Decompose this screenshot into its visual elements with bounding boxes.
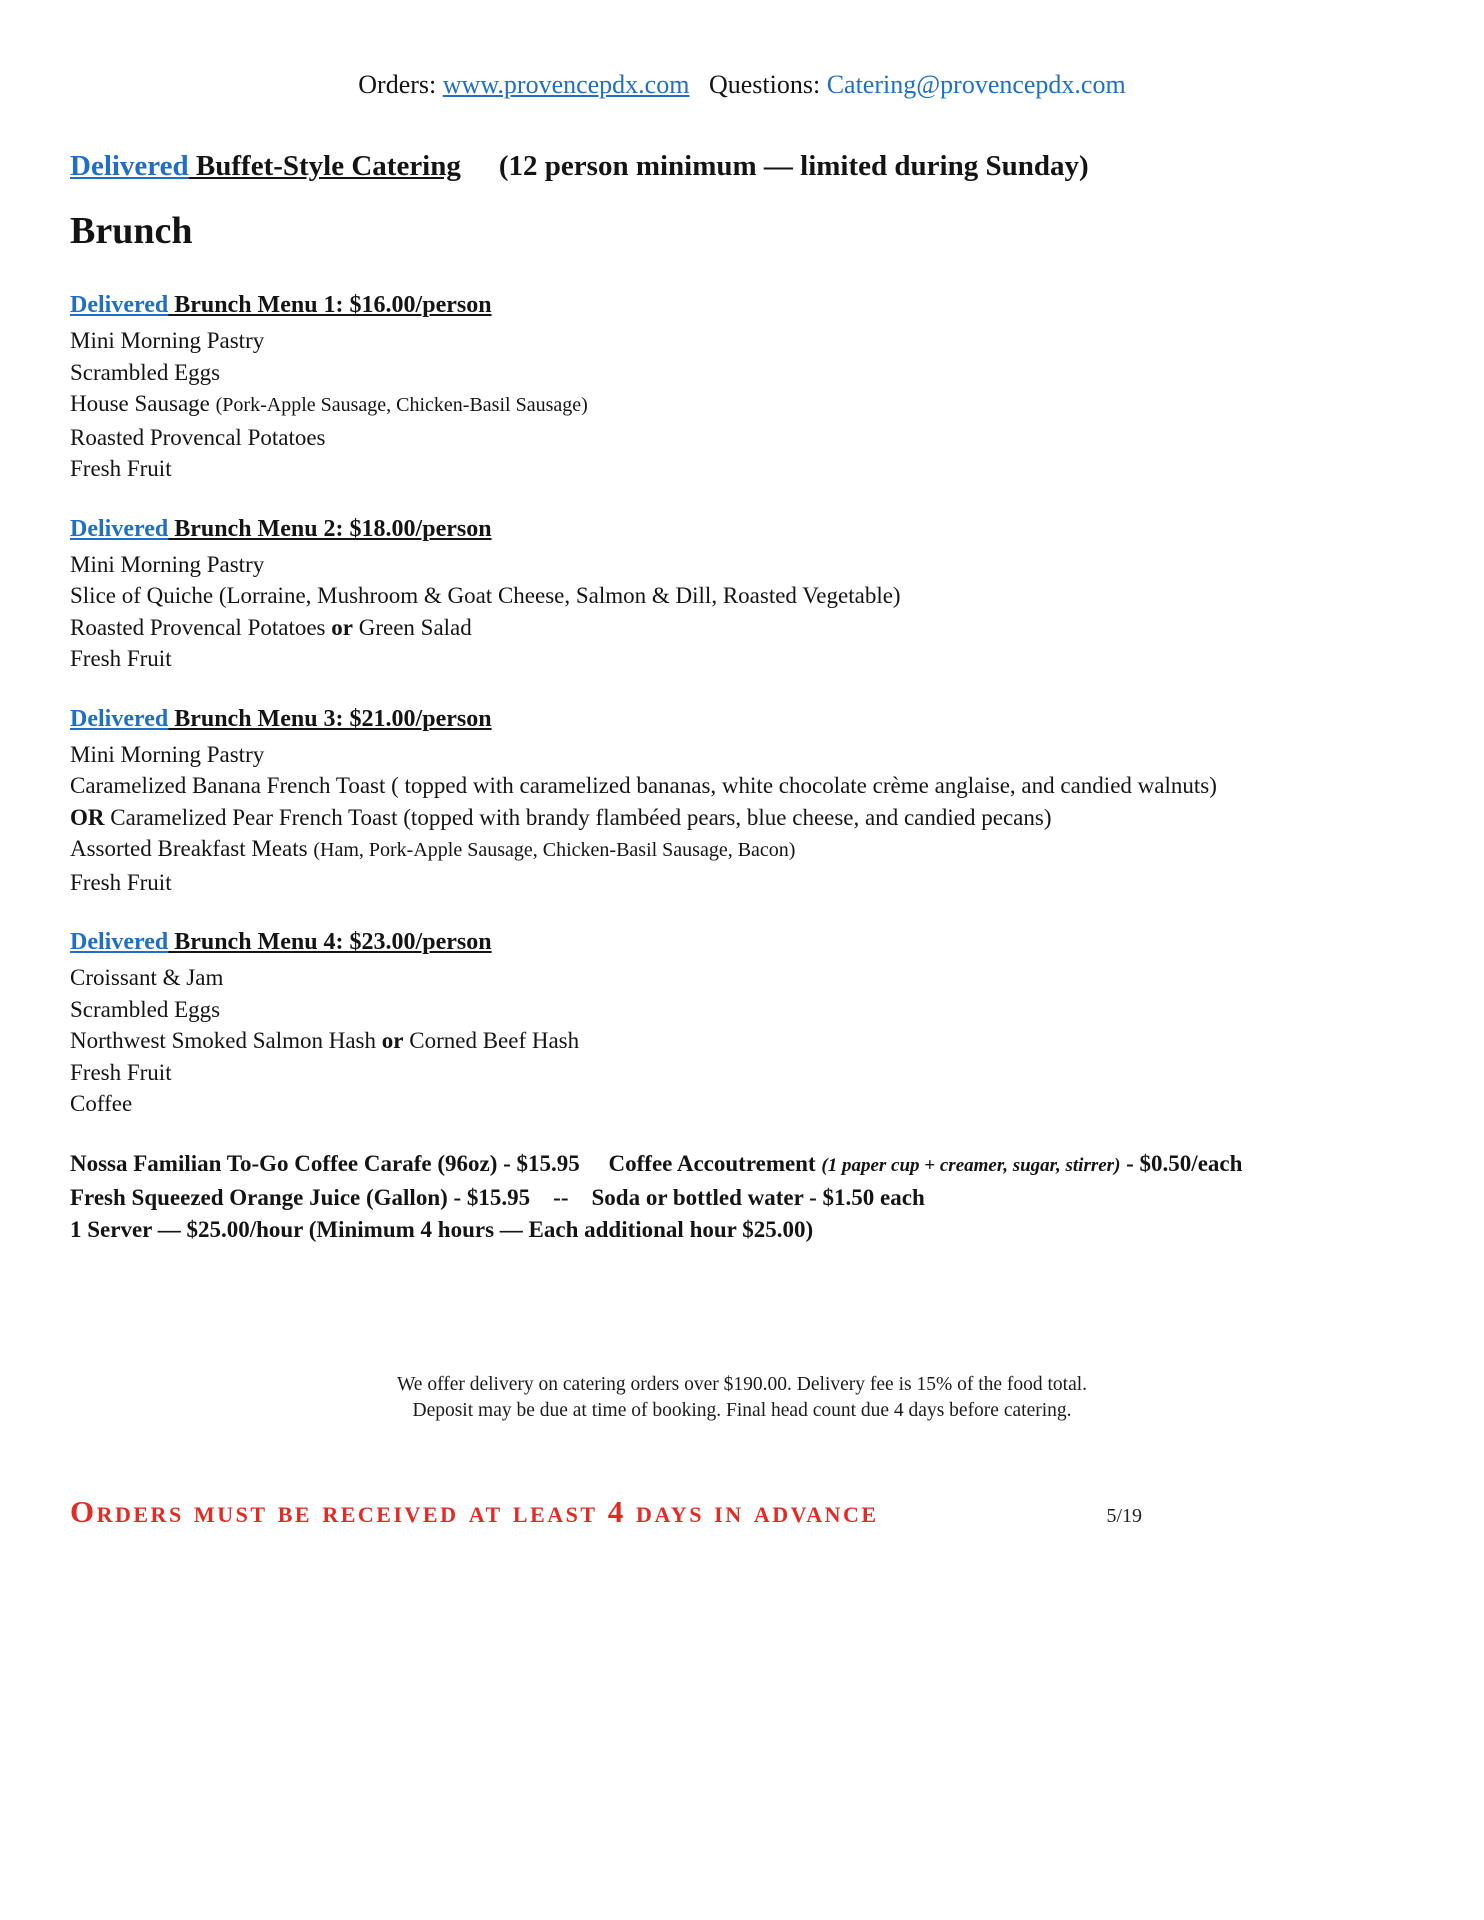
page-number: 5/19 [1106, 1504, 1142, 1527]
menu-item-text: Mini Morning Pastry [70, 328, 265, 353]
section-title-brunch: Brunch [70, 210, 193, 252]
extras-block [70, 1148, 1414, 1246]
menu-item-text: Caramelized Pear French Toast (topped with brandy flambéed pears, blue cheese, and candied pecans) [104, 804, 1052, 830]
menu-section [70, 289, 1414, 485]
menu-item-text: Mini Morning Pastry [70, 551, 265, 577]
extra-line [70, 1214, 1414, 1246]
menu-item-text: Scrambled Eggs [70, 996, 221, 1022]
menu-section [70, 703, 1414, 899]
menu-item [70, 325, 1414, 357]
delivery-note-line2: Deposit may be due at time of booking. Final head count due 4 days before catering. [412, 1399, 1072, 1421]
advance-notice: Orders must be received at least 4 days in advance [70, 1493, 879, 1529]
menu-heading-delivered: Delivered [70, 515, 169, 542]
questions-label: Questions: [689, 70, 827, 99]
menu-section [70, 513, 1414, 675]
menu-item-text: Corned Beef Hash [403, 1028, 580, 1053]
menu-heading-rest: Brunch Menu 1: $16.00/person [168, 292, 492, 318]
menu-item-text: Fresh Fruit [70, 646, 172, 671]
extra-line-text: 1 Server — $25.00/hour (Minimum 4 hours — Each additional hour $25.00) [70, 1216, 814, 1242]
menu-item [70, 1025, 1414, 1057]
menu-heading [70, 289, 1414, 321]
menu-item-text: Assorted Breakfast Meats [70, 836, 314, 861]
menu-item-text: OR [70, 804, 105, 830]
menu-item-text: (Ham, Pork-Apple Sausage, Chicken-Basil Sausage, Bacon) [313, 839, 796, 861]
menu-sections [70, 289, 1414, 1120]
menu-item [70, 422, 1414, 454]
menu-heading [70, 926, 1414, 958]
menu-item-text: Fresh Fruit [70, 456, 172, 481]
extra-line-text: Fresh Squeezed Orange Juice (Gallon) - $15.95 -- Soda or bottled water - $1.50 each [70, 1184, 925, 1210]
menu-item-text: House Sausage [70, 391, 216, 416]
menu-item-text: Fresh Fruit [70, 1059, 172, 1085]
menu-item-text: Caramelized Banana French Toast ( topped with caramelized bananas, white chocolate crème anglaise, and candied walnuts) [70, 773, 1217, 798]
title-delivered: Delivered [70, 150, 189, 182]
extra-line-text: (1 paper cup + creamer, sugar, stirrer) [821, 1154, 1121, 1176]
menu-item-text: Fresh Fruit [70, 869, 172, 895]
menu-item [70, 770, 1414, 802]
menu-heading-rest: Brunch Menu 2: $18.00/person [168, 515, 492, 542]
menu-item-text: Slice of Quiche (Lorraine, Mushroom & Goat Cheese, Salmon & Dill, Roasted Vegetable) [70, 583, 901, 608]
document-header [0, 0, 1484, 100]
extra-line-text: - $0.50/each [1120, 1150, 1243, 1176]
menu-item [70, 833, 1414, 867]
menu-heading-rest: Brunch Menu 3: $21.00/person [168, 705, 492, 732]
menu-section [70, 926, 1414, 1120]
menu-item-text: Scrambled Eggs [70, 359, 221, 385]
delivery-note [0, 1372, 1484, 1424]
menu-item [70, 994, 1414, 1026]
menu-item-text: Green Salad [352, 614, 472, 640]
menu-item-text: Croissant & Jam [70, 965, 224, 990]
extra-line [70, 1148, 1414, 1182]
page-title [70, 150, 1484, 183]
menu-item-text: Northwest Smoked Salmon Hash [70, 1028, 382, 1053]
menu-item [70, 580, 1414, 612]
menu-item-text: Mini Morning Pastry [70, 741, 265, 767]
extra-line [70, 1182, 1414, 1214]
title-rest: Buffet-Style Catering [188, 150, 461, 182]
menu-item [70, 1088, 1414, 1120]
orders-label: Orders: [358, 70, 443, 99]
menu-heading [70, 513, 1414, 545]
menu-item [70, 867, 1414, 899]
menu-heading [70, 703, 1414, 735]
menu-item-text: Coffee [70, 1091, 133, 1116]
page-footer [70, 1495, 1142, 1529]
menu-item [70, 962, 1414, 994]
menu-item-text: Roasted Provencal Potatoes [70, 614, 332, 640]
extra-line-text: Nossa Familian To-Go Coffee Carafe (96oz) - $15.95 Coffee Accoutrement [70, 1150, 822, 1176]
menu-item-text: Roasted Provencal Potatoes [70, 424, 326, 450]
menu-item-text: or [381, 1028, 404, 1053]
menu-item [70, 739, 1414, 771]
menu-heading-delivered: Delivered [70, 292, 169, 318]
menu-item [70, 357, 1414, 389]
menu-item [70, 612, 1414, 644]
menu-item [70, 1057, 1414, 1089]
delivery-note-line1: We offer delivery on catering orders over $190.00. Delivery fee is 15% of the food total. [396, 1373, 1088, 1395]
menu-item [70, 643, 1414, 675]
orders-link[interactable]: www.provencepdx.com [442, 70, 690, 99]
questions-link[interactable]: Catering@provencepdx.com [826, 70, 1126, 99]
menu-item [70, 549, 1414, 581]
menu-heading-delivered: Delivered [70, 705, 169, 732]
menu-item [70, 802, 1414, 834]
menu-item-text: (Pork-Apple Sausage, Chicken-Basil Sausage) [215, 394, 588, 416]
menu-item [70, 388, 1414, 422]
menu-item-text: or [331, 614, 353, 640]
menu-item [70, 453, 1414, 485]
menu-heading-rest: Brunch Menu 4: $23.00/person [168, 929, 492, 955]
menu-heading-delivered: Delivered [70, 929, 169, 955]
title-note: (12 person minimum — limited during Sunday) [498, 150, 1089, 182]
